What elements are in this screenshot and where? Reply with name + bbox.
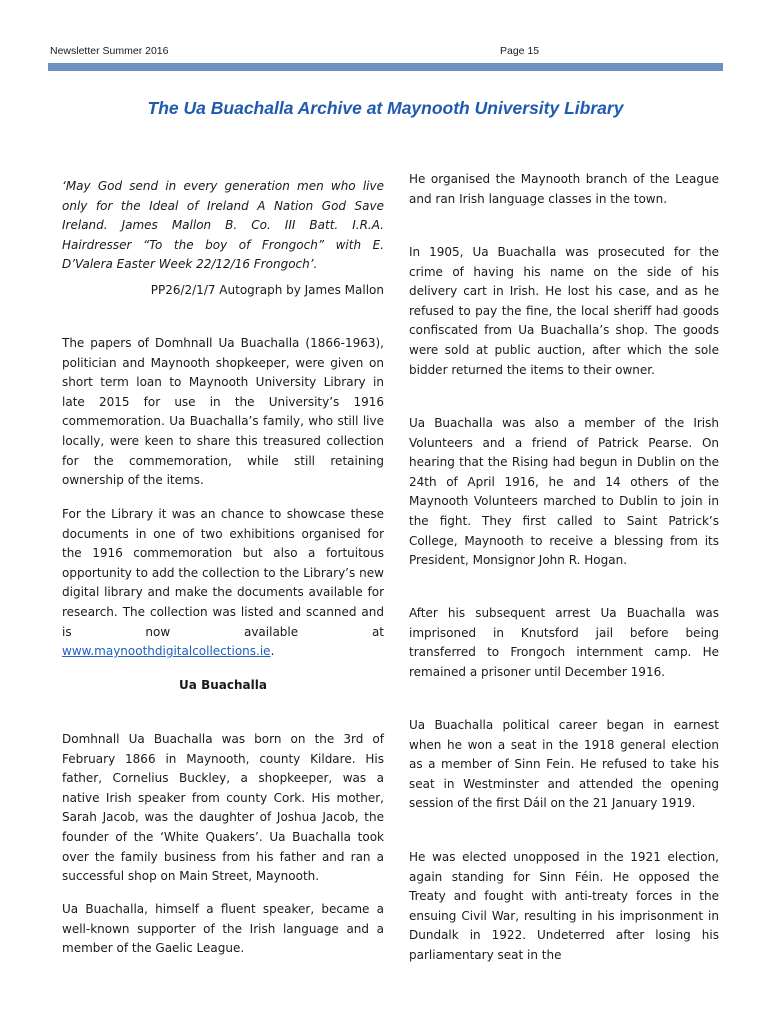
digital-collections-link[interactable]: www.maynoothdigitalcollections.ie	[62, 644, 271, 659]
biography-paragraph: Domhnall Ua Buachalla was born on the 3rd of February 1866 in Maynooth, county Kildare. His father, Cornelius Buckley, a shopkeeper, was a native Irish speaker from county Cork. His mother, Sarah Jacob, was the daughter of Joshua Jacob, the founder of the ‘White Quakers’. Ua Buachalla took over the family business from his father and ran a successful shop on Main Street, Maynooth.	[62, 732, 384, 884]
quote-paragraph: ‘May God send in every generation men who live only for the Ideal of Ireland A Nation God Save Ireland. James Mallon B. Co. III Batt. I.R.A. Hairdresser “To the boy of Frongoch” with E. D’Valera Easter Week 22/12/16 Frongoch’.	[62, 179, 384, 272]
article-title: The Ua Buachalla Archive at Maynooth University Library	[147, 98, 624, 118]
section-subheading: Ua Buachalla	[179, 678, 267, 692]
quote-caption: PP26/2/1/7 Autograph by James Mallon	[150, 283, 384, 297]
library-paragraph	[62, 505, 384, 662]
intro-paragraph: The papers of Domhnall Ua Buachalla (1866-1963), politician and Maynooth shopkeeper, were given on short term loan to Maynooth University Library in late 2015 for use in the University’s 1916 commemoration. Ua Buachalla’s family, who still live locally, were keen to share this treasured collection for the commemoration, while still retaining ownership of the items.	[62, 336, 384, 488]
imprisonment-paragraph: After his subsequent arrest Ua Buachalla was imprisoned in Knutsford jail before being transferred to Frongoch internment camp. He remained a prisoner until December 1916.	[409, 606, 719, 679]
library-paragraph-end: .	[270, 644, 275, 659]
library-paragraph-text: For the Library it was an chance to showcase these documents in one of two exhibitions organised for the 1916 commemoration but also a fortuitous opportunity to add the collection to the Library’s new digital library and make the documents available for research. The collection was listed and scanned and is now available at	[62, 507, 384, 639]
career-paragraph: Ua Buachalla political career began in earnest when he won a seat in the 1918 general election as a member of Sinn Fein. He refused to take his seat in Westminster and attended the opening session of the first Dáil on the 21 January 1919.	[409, 718, 719, 811]
volunteers-paragraph: Ua Buachalla was also a member of the Irish Volunteers and a friend of Patrick Pearse. On hearing that the Rising had begun in Dublin on the 24th of April 1916, he and 14 others of the Maynooth Volunteers marched to Dublin to join in the fight. They first called to Saint Patrick’s College, Maynooth to receive a blessing from its President, Monsignor John R. Hogan.	[409, 416, 719, 568]
page-header	[0, 0, 770, 80]
header-rule	[48, 63, 723, 71]
election-paragraph: He was elected unopposed in the 1921 election, again standing for Sinn Féin. He opposed the Treaty and fought with anti-treaty forces in the ensuing Civil War, resulting in his imprisonment in Dundalk in 1922. Undeterred after losing his parliamentary seat in the	[409, 850, 719, 962]
page-number: Page 15	[500, 45, 540, 57]
newsletter-label: Newsletter Summer 2016	[50, 45, 169, 57]
prosecution-paragraph: In 1905, Ua Buachalla was prosecuted for the crime of having his name on the side of his delivery cart in Irish. He lost his case, and as he refused to pay the fine, the local sheriff had goods confiscated from Ua Buachalla’s shop. The goods were sold at public auction, after which the sole bidder returned the items to their owner.	[409, 245, 719, 377]
language-paragraph: Ua Buachalla, himself a fluent speaker, became a well-known supporter of the Irish language and a member of the Gaelic League.	[62, 902, 384, 956]
league-paragraph: He organised the Maynooth branch of the League and ran Irish language classes in the town.	[409, 172, 719, 206]
